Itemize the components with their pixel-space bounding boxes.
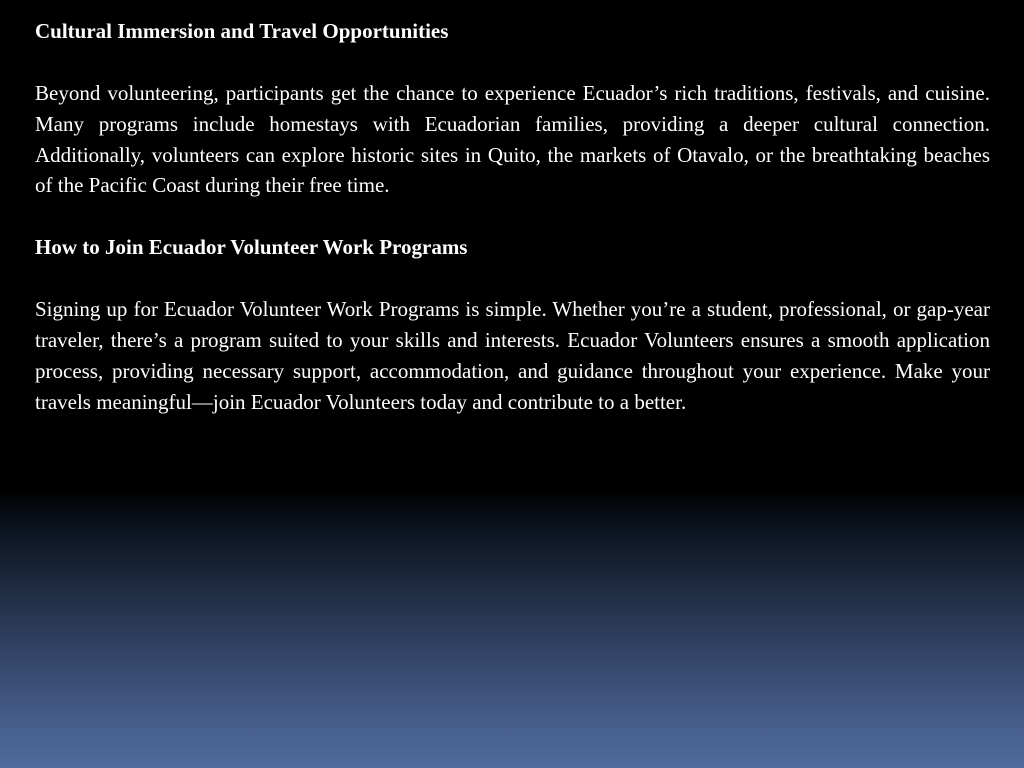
spacer [35, 201, 990, 232]
section-body-cultural-immersion: Beyond volunteering, participants get the chance to experience Ecuador’s rich traditions, festivals, and cuisine. Many programs include homestays with Ecuadorian families, providing a deeper cultural connection. Additionally, volunteers can explore historic sites in Quito, the markets of Otavalo, or the breathtaking beaches of the Pacific Coast during their free time. [35, 81, 990, 198]
section-heading-how-to-join: How to Join Ecuador Volunteer Work Programs [35, 235, 468, 260]
section-heading-cultural-immersion: Cultural Immersion and Travel Opportunities [35, 19, 449, 43]
section-body-how-to-join: Signing up for Ecuador Volunteer Work Programs is simple. Whether you’re a student, professional, or gap-year traveler, there’s a program suited to your skills and interests. Ecuador Volunteers ensures a smooth application process, providing necessary support, accommodation, and guidance throughout your experience. Make your travels meaningful—join Ecuador Volunteers today and contribute to a better. [35, 297, 990, 414]
spacer [35, 263, 990, 294]
spacer [35, 47, 990, 78]
slide-content [35, 16, 990, 417]
